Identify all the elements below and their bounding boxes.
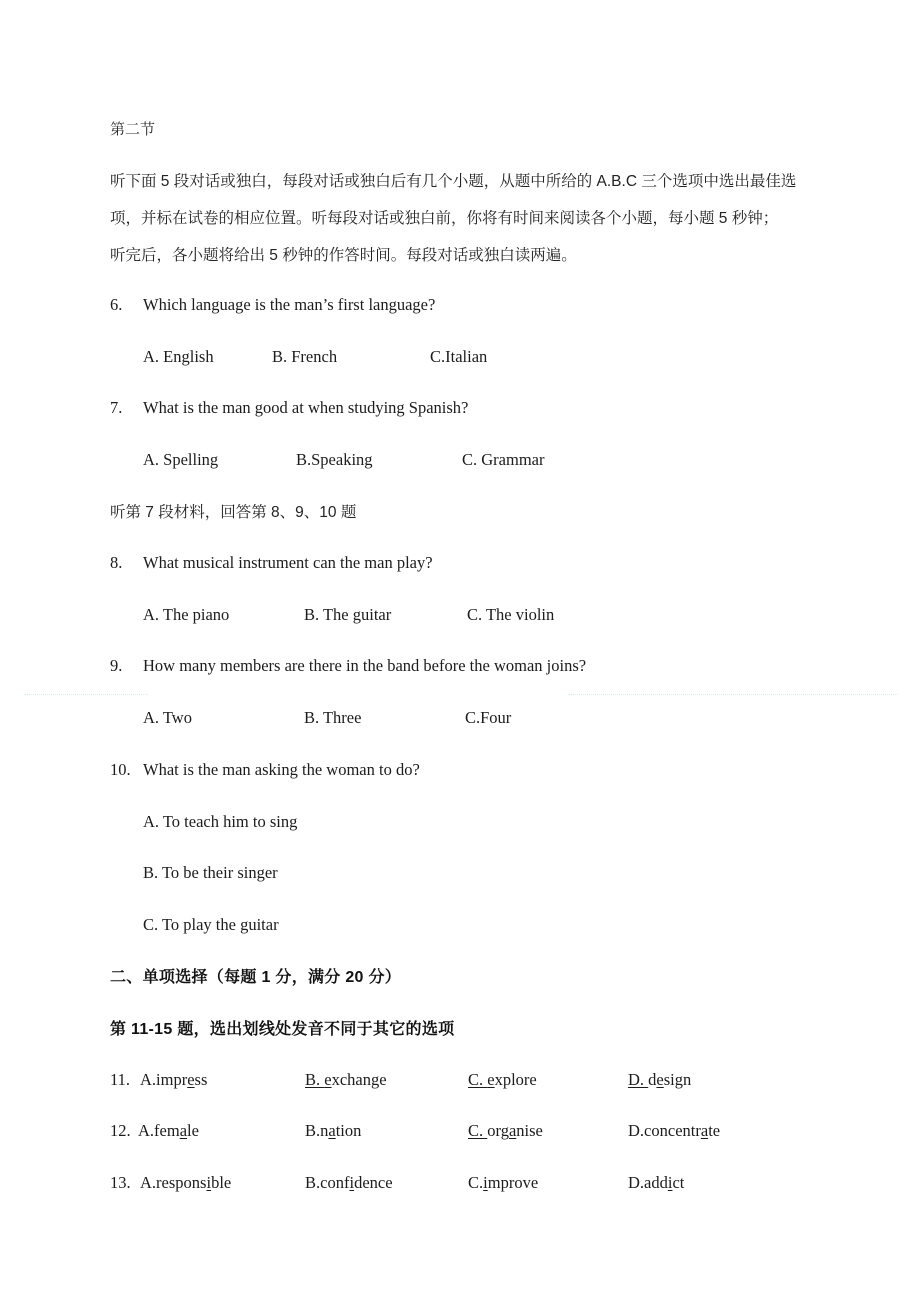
option-letter: D. xyxy=(628,1173,645,1192)
page-artifact-dotted-line-left xyxy=(24,694,148,696)
question-9 xyxy=(110,656,870,676)
word-suffix: mprove xyxy=(487,1173,539,1192)
pronunciation-row-11-option-d[interactable] xyxy=(628,1070,691,1090)
question-7-text: What is the man good at when studying Spanish? xyxy=(143,398,469,417)
word-prefix: fem xyxy=(154,1121,180,1140)
option-letter: A. xyxy=(140,1173,157,1192)
option-letter: A. xyxy=(138,1121,155,1140)
word-suffix: xchange xyxy=(331,1070,387,1089)
pronunciation-row-12-option-d[interactable] xyxy=(628,1121,720,1141)
question-8 xyxy=(110,553,870,573)
word-prefix: conf xyxy=(320,1173,350,1192)
question-8-option-b[interactable]: B. The guitar xyxy=(304,605,392,624)
listening-instructions-line-3: 听完后，各小题将给出 5 秒钟的作答时间。每段对话或独白读两遍。 xyxy=(110,247,577,264)
option-letter: B. xyxy=(305,1070,325,1089)
pronunciation-row-11-option-c[interactable] xyxy=(468,1070,537,1090)
listening-instructions-line-1: 听下面 5 段对话或独白，每段对话或独白后有几个小题，从题中所给的 A.B.C 三个选项中选出最佳选 xyxy=(110,173,797,190)
word-prefix: respons xyxy=(156,1173,207,1192)
question-8-option-c[interactable]: C. The violin xyxy=(467,605,555,624)
word-prefix: impr xyxy=(156,1070,188,1089)
question-6-option-c[interactable]: C.Italian xyxy=(430,347,488,366)
question-6-option-a[interactable]: A. English xyxy=(143,347,214,366)
option-letter: C. xyxy=(468,1173,484,1192)
question-8-number: 8. xyxy=(110,553,123,572)
option-letter: B. xyxy=(305,1173,321,1192)
underlined-letter: i xyxy=(206,1173,212,1192)
underlined-letter: i xyxy=(667,1173,673,1192)
question-9-option-c[interactable]: C.Four xyxy=(465,708,512,727)
question-9-option-a[interactable]: A. Two xyxy=(143,708,192,727)
pronunciation-row-12-option-b[interactable] xyxy=(305,1121,361,1141)
word-prefix: add xyxy=(644,1173,668,1192)
question-9-text: How many members are there in the band before the woman joins? xyxy=(143,656,587,675)
underlined-letter: a xyxy=(508,1121,517,1140)
pronunciation-sub-heading: 第 11-15 题，选出划线处发音不同于其它的选项 xyxy=(110,1021,455,1038)
question-9-number: 9. xyxy=(110,656,123,675)
underlined-letter: e xyxy=(324,1070,332,1089)
pronunciation-row-13-option-b[interactable] xyxy=(305,1173,393,1193)
underlined-letter: a xyxy=(328,1121,336,1140)
word-suffix: ct xyxy=(672,1173,685,1192)
word-suffix: ss xyxy=(194,1070,208,1089)
question-7-option-b[interactable]: B.Speaking xyxy=(296,450,373,469)
option-letter: D. xyxy=(628,1070,649,1089)
question-8-option-a[interactable]: A. The piano xyxy=(143,605,230,624)
listening-instructions xyxy=(110,163,820,274)
pronunciation-row-12-number: 12. xyxy=(110,1121,131,1140)
question-10-text: What is the man asking the woman to do? xyxy=(143,760,420,779)
question-6-number: 6. xyxy=(110,295,123,314)
pronunciation-row-12-option-c[interactable] xyxy=(468,1121,543,1141)
question-10-option-b[interactable]: B. To be their singer xyxy=(143,863,278,882)
pronunciation-row-13-option-c[interactable] xyxy=(468,1173,538,1193)
question-10 xyxy=(110,760,870,780)
word-prefix: n xyxy=(320,1121,329,1140)
word-suffix: xplore xyxy=(494,1070,537,1089)
listening-instructions-line-2: 项，并标在试卷的相应位置。听每段对话或独白前，你将有时间来阅读各个小题，每小题 5 秒钟； xyxy=(110,210,779,227)
word-suffix: sign xyxy=(663,1070,692,1089)
listening-section-label: 第二节 xyxy=(110,121,156,138)
pronunciation-row-11-number: 11. xyxy=(110,1070,131,1089)
option-letter: A. xyxy=(140,1070,157,1089)
pronunciation-row-11-option-b[interactable] xyxy=(305,1070,387,1090)
question-7-option-a[interactable]: A. Spelling xyxy=(143,450,219,469)
question-8-text: What musical instrument can the man play? xyxy=(143,553,433,572)
question-6-option-b[interactable]: B. French xyxy=(272,347,338,366)
question-7-option-c[interactable]: C. Grammar xyxy=(462,450,545,469)
word-suffix: te xyxy=(708,1121,721,1140)
underlined-letter: a xyxy=(179,1121,188,1140)
underlined-letter: e xyxy=(487,1070,495,1089)
listening-material-note: 听第 7 段材料，回答第 8、9、10 题 xyxy=(110,504,357,521)
pronunciation-row-13-option-d[interactable] xyxy=(628,1173,684,1193)
word-prefix: org xyxy=(487,1121,509,1140)
multiple-choice-section-heading: 二、单项选择（每题 1 分，满分 20 分） xyxy=(110,969,402,986)
pronunciation-row-12-option-a[interactable] xyxy=(138,1121,199,1141)
question-10-option-c[interactable]: C. To play the guitar xyxy=(143,915,279,934)
underlined-letter: i xyxy=(483,1173,488,1192)
word-suffix: tion xyxy=(335,1121,362,1140)
question-10-option-a[interactable]: A. To teach him to sing xyxy=(143,812,298,831)
option-letter: D. xyxy=(628,1121,645,1140)
question-9-option-b[interactable]: B. Three xyxy=(304,708,362,727)
pronunciation-row-13-number: 13. xyxy=(110,1173,131,1192)
underlined-letter: e xyxy=(187,1070,195,1089)
word-suffix: dence xyxy=(354,1173,393,1192)
word-suffix: nise xyxy=(516,1121,543,1140)
underlined-letter: i xyxy=(349,1173,355,1192)
pronunciation-row-11-option-a[interactable] xyxy=(140,1070,207,1090)
option-letter: C. xyxy=(468,1121,488,1140)
question-10-number: 10. xyxy=(110,760,131,779)
word-prefix: d xyxy=(648,1070,657,1089)
question-6-text: Which language is the man’s first language? xyxy=(143,295,436,314)
option-letter: C. xyxy=(468,1070,488,1089)
pronunciation-row-13-option-a[interactable] xyxy=(140,1173,231,1193)
question-7-number: 7. xyxy=(110,398,123,417)
word-suffix: ble xyxy=(211,1173,232,1192)
underlined-letter: a xyxy=(700,1121,709,1140)
word-suffix: le xyxy=(187,1121,199,1140)
underlined-letter: e xyxy=(656,1070,664,1089)
option-letter: B. xyxy=(305,1121,321,1140)
page-artifact-dotted-line-right xyxy=(568,694,898,696)
word-prefix: concentr xyxy=(644,1121,701,1140)
question-7 xyxy=(110,398,870,418)
question-6 xyxy=(110,295,870,315)
